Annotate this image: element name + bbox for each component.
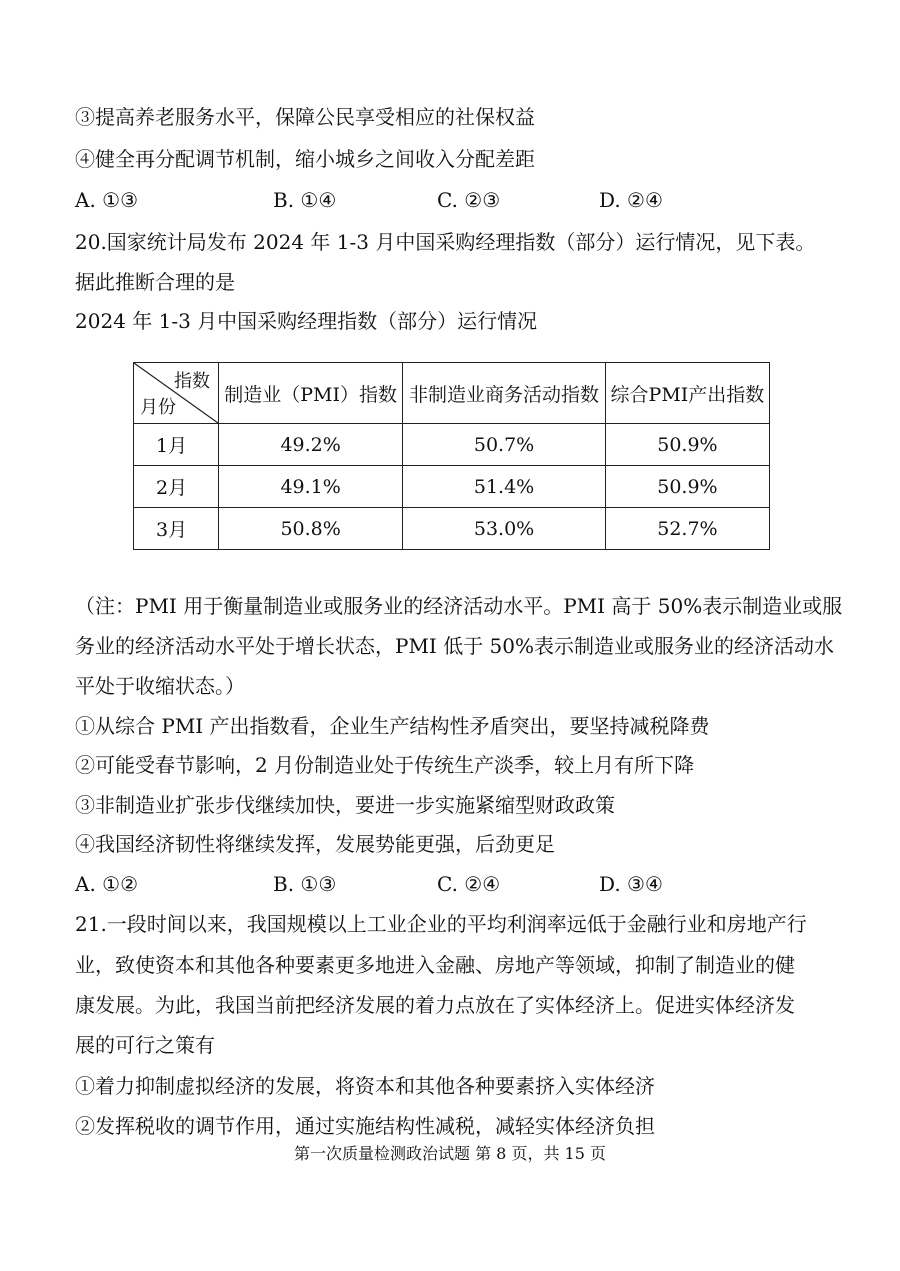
q21-option-1: ①着力抑制虚拟经济的发展，将资本和其他各种要素挤入实体经济 [75, 1074, 655, 1098]
cell-value: 50.8% [219, 508, 403, 550]
pmi-table [133, 362, 770, 548]
q20-note-line-3: 平处于收缩状态。） [75, 674, 245, 698]
q20-note-line-2: 务业的经济活动水平处于增长状态，PMI 低于 50%表示制造业或服务业的经济活动水 [75, 634, 835, 658]
q20-stem-line-1: 20.国家统计局发布 2024 年 1-3 月中国采购经理指数（部分）运行情况，见下表。 [75, 230, 816, 254]
q19-choice-c: C. ②③ [437, 188, 501, 212]
q20-stem-line-2: 据此推断合理的是 [75, 270, 235, 294]
cell-value: 53.0% [403, 508, 606, 550]
header-manufacturing-pmi: 制造业（PMI）指数 [219, 363, 403, 424]
cell-value: 49.1% [219, 466, 403, 508]
q20-choice-c: C. ②④ [437, 872, 501, 896]
table-row [134, 466, 770, 508]
table-corner-cell [134, 363, 219, 424]
q19-option-4: ④健全再分配调节机制，缩小城乡之间收入分配差距 [75, 147, 535, 171]
q20-note-line-1: （注：PMI 用于衡量制造业或服务业的经济活动水平。PMI 高于 50%表示制造业或服 [75, 594, 843, 618]
q20-choice-b: B. ①③ [273, 872, 337, 896]
q21-stem-line-1: 21.一段时间以来，我国规模以上工业企业的平均利润率远低于金融行业和房地产行 [75, 912, 807, 936]
row-month: 1月 [134, 424, 219, 466]
corner-label-index: 指数 [174, 371, 210, 392]
q19-choice-d: D. ②④ [599, 188, 663, 212]
cell-value: 50.9% [605, 466, 769, 508]
q20-choice-a: A. ①② [75, 872, 139, 896]
q20-option-2: ②可能受春节影响，2 月份制造业处于传统生产淡季，较上月有所下降 [75, 753, 695, 777]
row-month: 2月 [134, 466, 219, 508]
cell-value: 51.4% [403, 466, 606, 508]
q21-option-2: ②发挥税收的调节作用，通过实施结构性减税，减轻实体经济负担 [75, 1114, 655, 1138]
q20-option-1: ①从综合 PMI 产出指数看，企业生产结构性矛盾突出，要坚持减税降费 [75, 714, 710, 738]
q20-option-4: ④我国经济韧性将继续发挥，发展势能更强，后劲更足 [75, 832, 555, 856]
header-composite-pmi: 综合PMI产出指数 [605, 363, 769, 424]
table-header-row [134, 363, 770, 424]
q21-stem-line-3: 康发展。为此，我国当前把经济发展的着力点放在了实体经济上。促进实体经济发 [75, 993, 795, 1017]
cell-value: 49.2% [219, 424, 403, 466]
q19-option-3: ③提高养老服务水平，保障公民享受相应的社保权益 [75, 105, 535, 129]
page-footer: 第一次质量检测政治试题 第 8 页，共 15 页 [294, 1144, 606, 1163]
q21-stem-line-2: 业，致使资本和其他各种要素更多地进入金融、房地产等领域，抑制了制造业的健 [75, 953, 795, 977]
q19-choice-b: B. ①④ [273, 188, 337, 212]
table-row [134, 508, 770, 550]
header-non-manufacturing: 非制造业商务活动指数 [403, 363, 606, 424]
cell-value: 52.7% [605, 508, 769, 550]
q21-stem-line-4: 展的可行之策有 [75, 1033, 215, 1057]
q20-choice-d: D. ③④ [599, 872, 663, 896]
table-row [134, 424, 770, 466]
row-month: 3月 [134, 508, 219, 550]
q20-table-title: 2024 年 1-3 月中国采购经理指数（部分）运行情况 [75, 309, 538, 333]
q20-option-3: ③非制造业扩张步伐继续加快，要进一步实施紧缩型财政政策 [75, 793, 615, 817]
q19-choice-a: A. ①③ [75, 188, 139, 212]
corner-label-month: 月份 [140, 397, 176, 418]
cell-value: 50.9% [605, 424, 769, 466]
cell-value: 50.7% [403, 424, 606, 466]
